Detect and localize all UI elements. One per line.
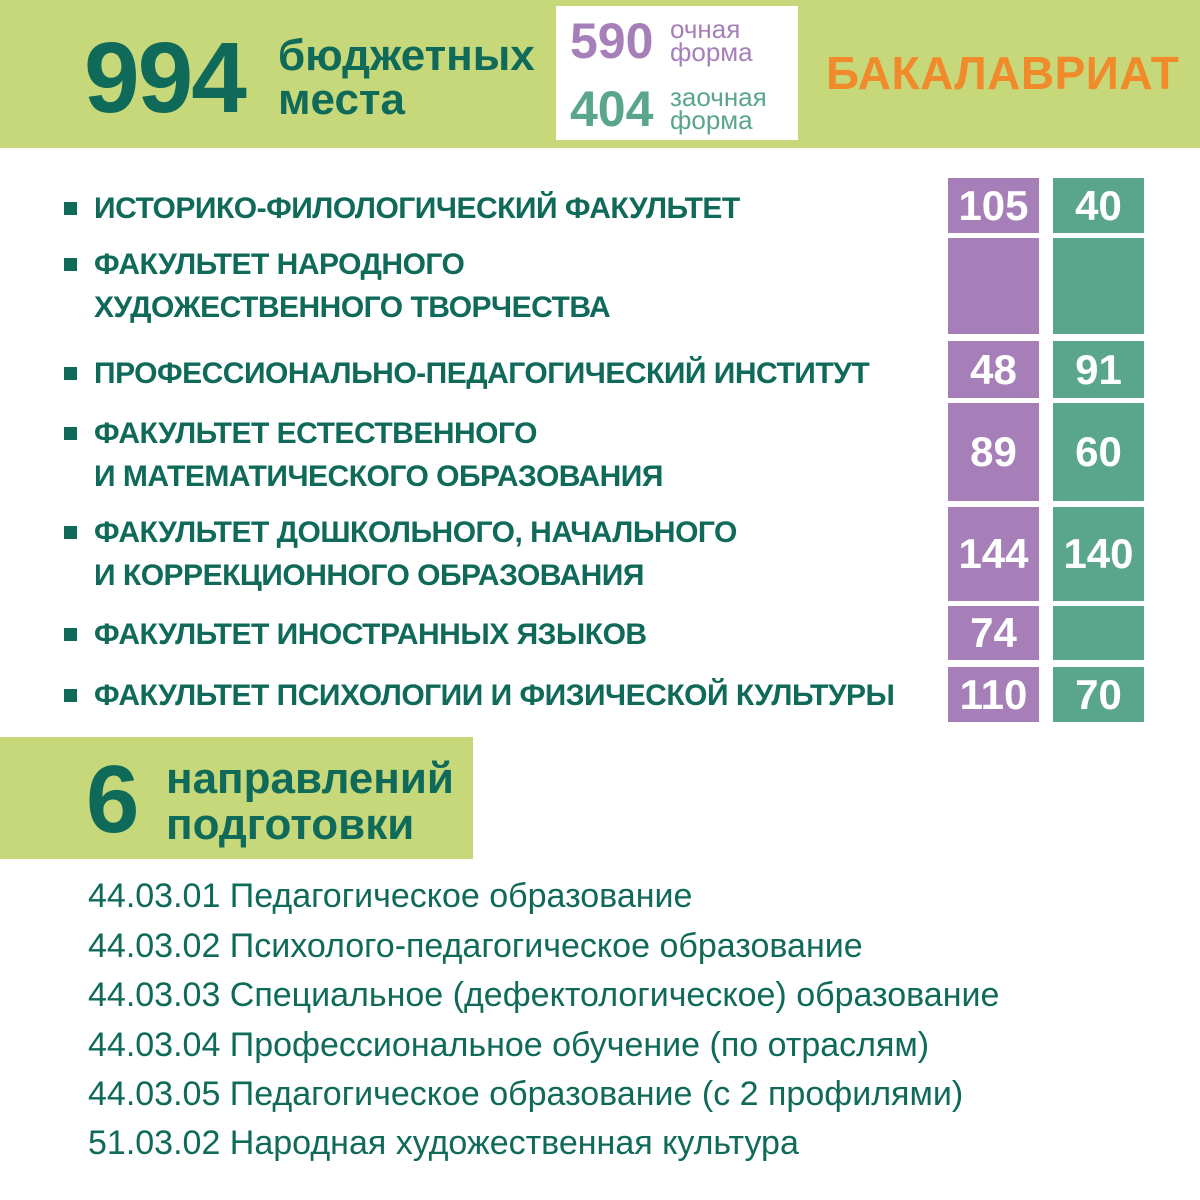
directions-label-line-2: подготовки <box>166 800 415 849</box>
total-label-line-1: бюджетных <box>278 31 535 80</box>
full-time-cell: 110 <box>948 667 1039 722</box>
faculty-name-line: ФАКУЛЬТЕТ НАРОДНОГО <box>94 248 465 281</box>
bullet-icon <box>64 628 77 641</box>
faculty-name-line: ХУДОЖЕСТВЕННОГО ТВОРЧЕСТВА <box>94 291 611 324</box>
total-places-number: 994 <box>84 22 245 134</box>
study-forms-box <box>556 6 798 140</box>
faculty-name-line: ФАКУЛЬТЕТ ИНОСТРАННЫХ ЯЗЫКОВ <box>94 618 647 651</box>
directions-label-line-1: направлений <box>166 754 454 803</box>
faculty-name-line: И КОРРЕКЦИОННОГО ОБРАЗОВАНИЯ <box>94 559 644 592</box>
education-level-title: БАКАЛАВРИАТ <box>826 47 1180 99</box>
program-item: 44.03.03 Специальное (дефектологическое) образование <box>88 976 1000 1014</box>
part-time-count: 404 <box>570 81 654 137</box>
full-time-cell: 89 <box>948 403 1039 501</box>
total-label-line-2: места <box>278 75 405 124</box>
directions-label <box>166 756 454 848</box>
program-item: 44.03.02 Психолого-педагогическое образование <box>88 927 863 965</box>
faculty-name-line: ФАКУЛЬТЕТ ПСИХОЛОГИИ И ФИЗИЧЕСКОЙ КУЛЬТУРЫ <box>94 679 895 712</box>
program-item: 44.03.01 Педагогическое образование <box>88 877 693 915</box>
directions-count: 6 <box>86 746 140 853</box>
bullet-icon <box>64 689 77 702</box>
total-places-label <box>278 31 535 124</box>
faculty-name-line: ИСТОРИКО-ФИЛОЛОГИЧЕСКИЙ ФАКУЛЬТЕТ <box>94 192 740 225</box>
part-time-cell <box>1053 238 1144 334</box>
faculty-name-line: И МАТЕМАТИЧЕСКОГО ОБРАЗОВАНИЯ <box>94 460 663 493</box>
bullet-icon <box>64 202 77 215</box>
full-time-label <box>670 14 753 67</box>
program-item: 44.03.05 Педагогическое образование (с 2 профилями) <box>88 1075 964 1113</box>
full-time-label-line-1: очная <box>670 14 741 44</box>
part-time-label-line-2: форма <box>670 105 753 135</box>
part-time-cell <box>1053 606 1144 660</box>
full-time-cell: 48 <box>948 341 1039 398</box>
full-time-cell <box>948 238 1039 334</box>
faculty-name-line: ФАКУЛЬТЕТ ДОШКОЛЬНОГО, НАЧАЛЬНОГО <box>94 516 737 549</box>
full-time-cell: 144 <box>948 507 1039 601</box>
full-time-cell: 74 <box>948 606 1039 660</box>
program-item: 51.03.02 Народная художественная культура <box>88 1124 799 1162</box>
bullet-icon <box>64 258 77 271</box>
part-time-cell: 140 <box>1053 507 1144 601</box>
bullet-icon <box>64 526 77 539</box>
bullet-icon <box>64 427 77 440</box>
part-time-cell: 40 <box>1053 178 1144 233</box>
program-item: 44.03.04 Профессиональное обучение (по отраслям) <box>88 1026 930 1064</box>
full-time-cell: 105 <box>948 178 1039 233</box>
part-time-cell: 70 <box>1053 667 1144 722</box>
faculty-name-line: ПРОФЕССИОНАЛЬНО-ПЕДАГОГИЧЕСКИЙ ИНСТИТУТ <box>94 357 870 390</box>
full-time-count: 590 <box>570 13 654 69</box>
part-time-label-line-1: заочная <box>670 82 767 112</box>
part-time-cell: 91 <box>1053 341 1144 398</box>
part-time-label <box>670 82 767 135</box>
full-time-label-line-2: форма <box>670 37 753 67</box>
faculty-name-line: ФАКУЛЬТЕТ ЕСТЕСТВЕННОГО <box>94 417 537 450</box>
part-time-cell: 60 <box>1053 403 1144 501</box>
bullet-icon <box>64 367 77 380</box>
